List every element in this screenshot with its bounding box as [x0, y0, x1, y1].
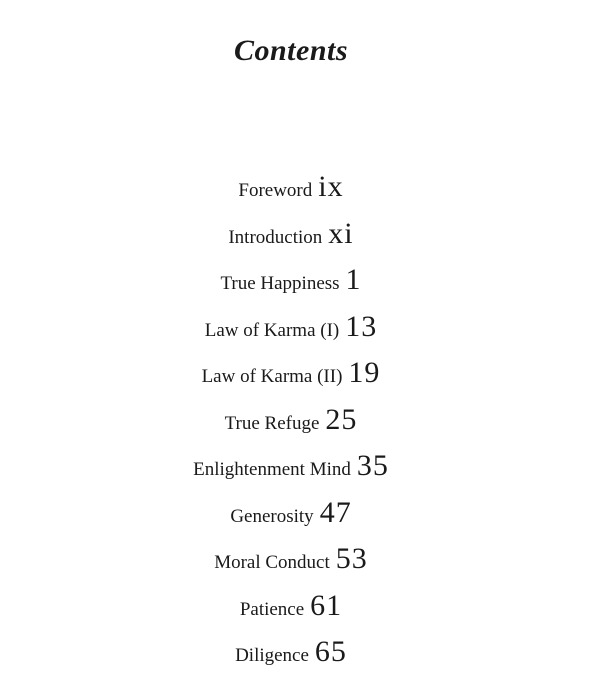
toc-entry-title: Law of Karma (I)	[204, 319, 340, 341]
toc-entry-title: Foreword	[238, 180, 313, 201]
toc-entry	[0, 356, 582, 403]
toc-entry	[0, 542, 582, 589]
toc-entry	[0, 263, 582, 310]
toc-entry	[0, 589, 582, 636]
toc-entry	[0, 310, 582, 357]
toc-entry-page: 53	[335, 542, 368, 575]
toc-entry-title: Introduction	[228, 226, 323, 248]
toc-entry	[0, 449, 582, 496]
toc-entry	[0, 403, 582, 450]
toc-entry-page: 65	[314, 635, 347, 668]
toc-entry-title: Law of Karma (II)	[201, 366, 343, 387]
toc-entry	[0, 496, 582, 543]
toc-entry-page: 61	[310, 588, 343, 622]
toc-entry-title: True Refuge	[224, 412, 320, 434]
toc-entry	[0, 635, 582, 682]
toc-entry	[0, 217, 582, 264]
toc-entry-title: Moral Conduct	[214, 552, 330, 573]
toc-entry-page: 19	[348, 356, 381, 389]
toc-entry-page: xi	[328, 216, 354, 250]
toc-entry-page: 35	[356, 449, 389, 482]
toc-entry-title: Patience	[239, 598, 305, 620]
toc-entry-page: 47	[319, 495, 352, 529]
toc-entry-title: Enlightenment Mind	[193, 459, 351, 480]
toc-entry-title: Generosity	[230, 505, 314, 527]
toc-entry-page: 13	[345, 309, 378, 343]
toc-entry-title: Diligence	[235, 645, 309, 666]
table-of-contents	[0, 170, 582, 682]
toc-entry-page: 25	[325, 402, 358, 436]
page-title: Contents	[233, 34, 349, 68]
toc-entry	[0, 170, 582, 217]
toc-entry-title: True Happiness	[220, 273, 340, 294]
toc-entry-page: ix	[318, 170, 344, 203]
toc-entry-page: 1	[345, 263, 362, 296]
